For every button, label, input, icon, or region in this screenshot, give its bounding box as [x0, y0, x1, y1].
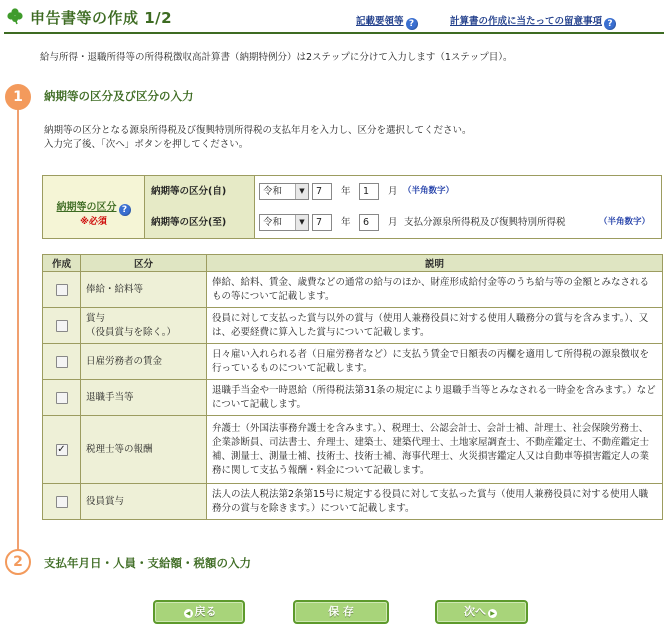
to-month-input[interactable]: 6 — [359, 214, 379, 231]
period-from-label: 納期等の区分(自) — [145, 176, 255, 207]
category-description: 俸給、給料、賃金、歳費などの通常の給与のほか、財産形成給付金等のうち給与等の金額とみなされるもの等について記載します。 — [207, 272, 663, 308]
table-row — [43, 272, 663, 308]
table-row — [43, 484, 663, 520]
header-create: 作成 — [43, 255, 81, 272]
period-section — [42, 175, 662, 239]
title-bar — [0, 0, 668, 32]
step-1-description: 納期等の区分となる源泉所得税及び復興特別所得税の支払年月を入力し、区分を選択してください。 入力完了後、「次へ」ボタンを押してください。 — [44, 125, 472, 150]
from-era-select[interactable]: 令和 ▼ — [259, 183, 309, 200]
notes-link[interactable]: 計算書の作成に当たっての留意事項 ? — [450, 13, 616, 30]
category-checkbox[interactable] — [56, 284, 68, 296]
required-mark: ※必須 — [80, 217, 107, 227]
help-icon[interactable]: ? — [406, 18, 418, 30]
intro-text: 給与所得・退職所得等の所得税徴収高計算書（納期特例分）は2ステップに分けて入力します（1ステップ目）。 — [40, 52, 513, 63]
category-description: 役員に対して支払った賞与以外の賞与（使用人兼務役員に対する使用人職務分の賞与を含みます。）、又は、必要経費に算入した賞与について記載します。 — [207, 308, 663, 344]
category-checkbox[interactable] — [56, 496, 68, 508]
header-description: 説明 — [207, 255, 663, 272]
category-description: 法人の法人税法第2条第15号に規定する役員に対して支払った賞与（使用人兼務役員に対する使用人職務分の賞与を除きます。）について記載します。 — [207, 484, 663, 520]
clover-icon — [6, 7, 24, 25]
arrow-left-icon: ◀ — [184, 609, 193, 618]
category-description: 退職手当金や一時恩給（所得税法第31条の規定により退職手当等とみなされる一時金を含みます。）などについて記載します。 — [207, 380, 663, 416]
chevron-down-icon: ▼ — [295, 184, 308, 199]
halfwidth-hint: （半角数字） — [403, 186, 455, 196]
category-checkbox[interactable]: ✓ — [57, 443, 66, 455]
category-description: 日々雇い入れられる者（日雇労務者など）に支払う賃金で日額表の丙欄を適用して所得税の源泉徴収を行っているものについて記載します。 — [207, 344, 663, 380]
table-row — [43, 308, 663, 344]
from-month-input[interactable]: 1 — [359, 183, 379, 200]
step-2-title: 支払年月日・人員・支給額・税額の入力 — [44, 556, 251, 570]
chevron-down-icon: ▼ — [295, 215, 308, 230]
period-label[interactable]: 納期等の区分 ? — [43, 198, 144, 216]
table-row — [43, 416, 663, 484]
help-icon[interactable]: ? — [604, 18, 616, 30]
category-checkbox[interactable] — [56, 320, 68, 332]
next-button[interactable]: 次へ ▶ — [435, 600, 528, 624]
arrow-right-icon: ▶ — [488, 609, 497, 618]
to-suffix-text: 支払分源泉所得税及び復興特別所得税 — [404, 217, 566, 228]
category-name: 退職手当等 — [81, 380, 207, 416]
step-connector-line — [17, 101, 19, 553]
page-title: 申告書等の作成 1/2 — [30, 9, 173, 27]
period-from-row: 納期等の区分(自) 令和 ▼ 7 年 1 月 （半角数字） — [145, 176, 661, 207]
table-row — [43, 344, 663, 380]
period-to-row: 納期等の区分(至) 令和 ▼ 7 年 6 月 支払分源泉所得税及び復興特別所得税 （半角数字） — [145, 207, 661, 238]
category-name: 役員賞与 — [81, 484, 207, 520]
halfwidth-hint: （半角数字） — [599, 217, 651, 227]
step-1-badge: 1 — [5, 84, 31, 110]
back-button[interactable]: ◀ 戻る — [153, 600, 245, 624]
category-name: 俸給・給料等 — [81, 272, 207, 308]
category-name: 日雇労務者の賃金 — [81, 344, 207, 380]
from-year-input[interactable]: 7 — [312, 183, 332, 200]
category-checkbox[interactable] — [56, 392, 68, 404]
header-divider — [4, 32, 664, 34]
header-category: 区分 — [81, 255, 207, 272]
table-row — [43, 380, 663, 416]
to-year-input[interactable]: 7 — [312, 214, 332, 231]
category-table — [42, 254, 663, 520]
category-name: 賞与 （役員賞与を除く。） — [81, 308, 207, 344]
help-icon[interactable]: ? — [119, 204, 131, 216]
category-checkbox[interactable] — [56, 356, 68, 368]
category-description: 弁護士（外国法事務弁護士を含みます。）、税理士、公認会計士、会計士補、計理士、社会保険労務士、企業診断員、司法書士、弁理士、建築士、建築代理士、土地家屋調査士、不動産鑑定士、不動産鑑定士補、測量士、測量士補、技術士、技術士補、海事代理士、火災損害鑑定人又は自動車等損害鑑定人の業務に関して支払う報酬・料金について記載します。 — [207, 416, 663, 484]
step-2-badge: 2 — [5, 549, 31, 575]
period-to-label: 納期等の区分(至) — [145, 207, 255, 238]
to-era-select[interactable]: 令和 ▼ — [259, 214, 309, 231]
step-1-title: 納期等の区分及び区分の入力 — [44, 89, 194, 103]
category-name: 税理士等の報酬 — [81, 416, 207, 484]
save-button[interactable]: 保 存 — [293, 600, 389, 624]
example-link[interactable]: 記載要領等 ? — [356, 13, 418, 30]
period-label-cell — [43, 176, 145, 238]
